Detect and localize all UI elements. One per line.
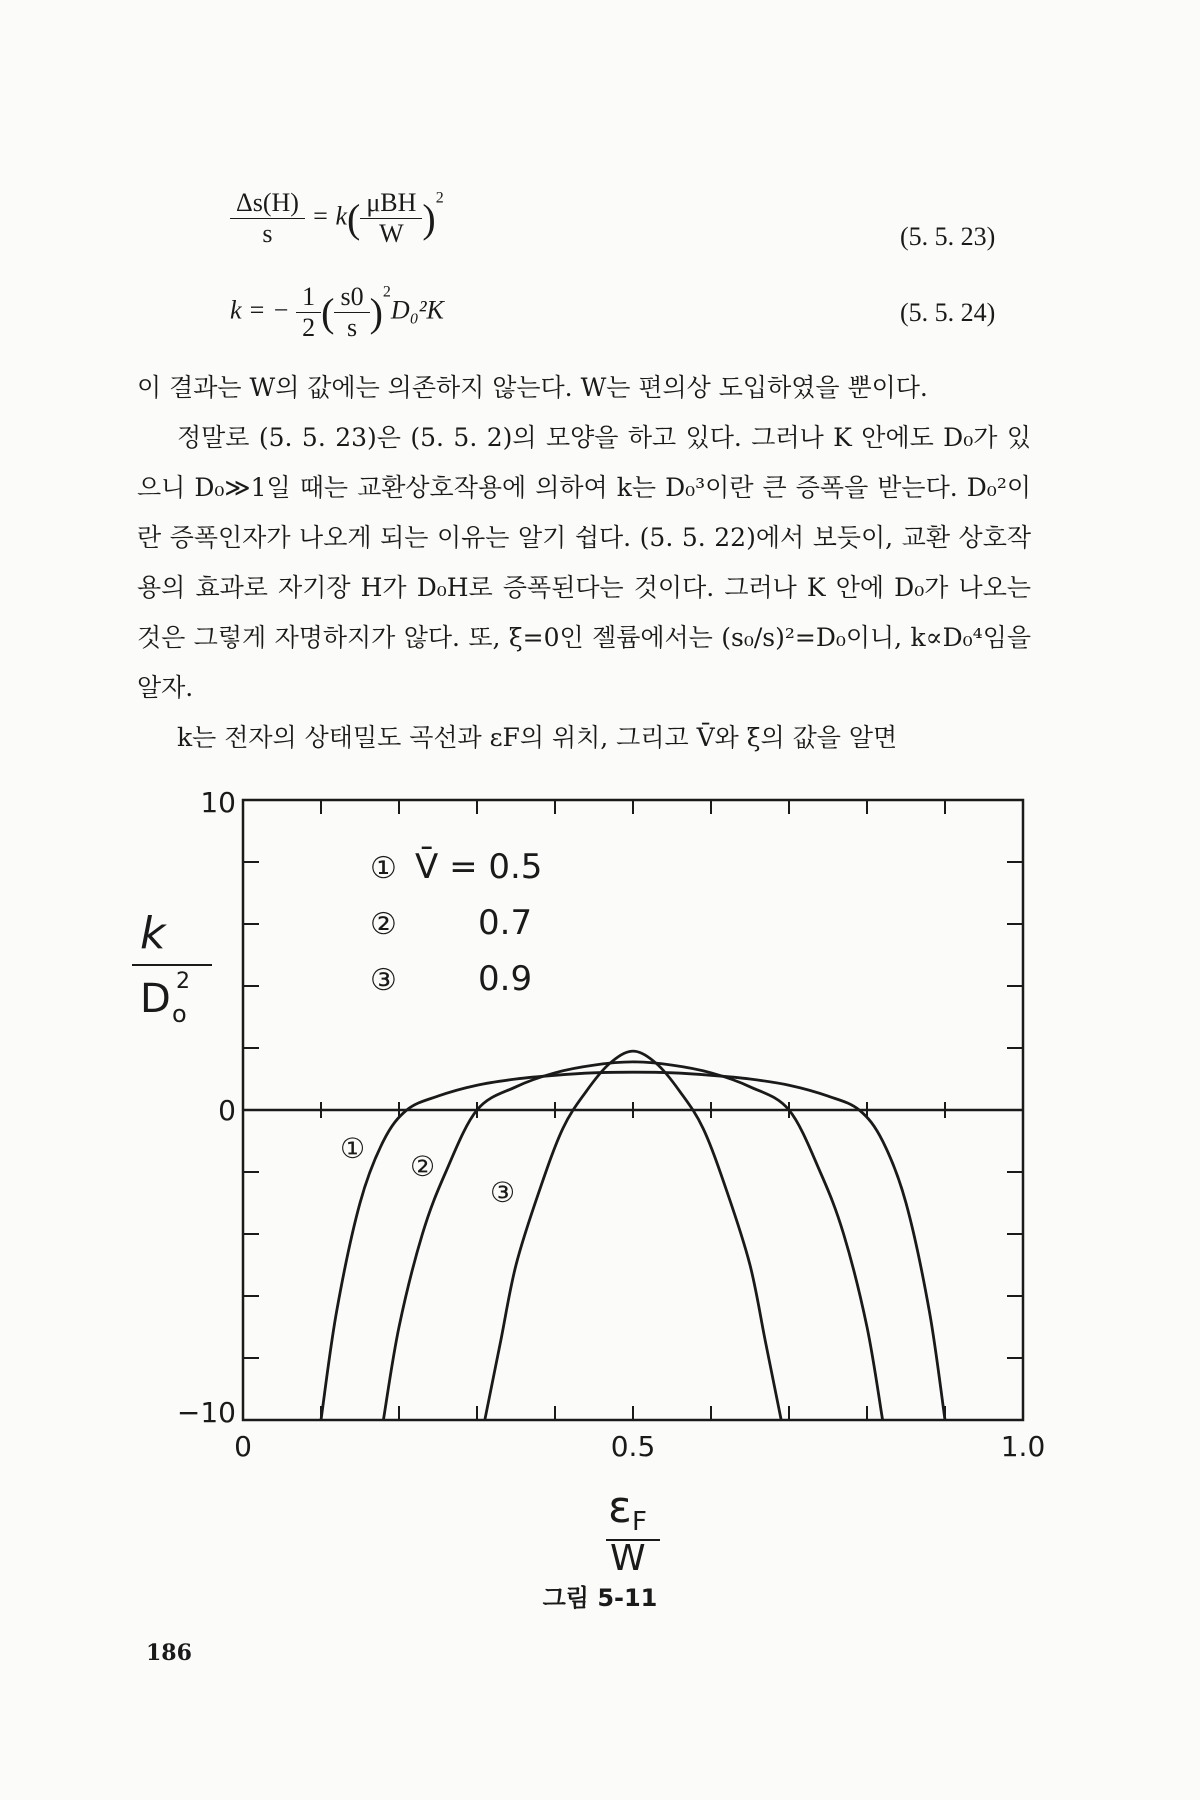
x-tick-label-0: 0 — [234, 1430, 252, 1463]
figure-5-11-chart — [0, 770, 1200, 1570]
x-tick-label-1: 1.0 — [1000, 1430, 1046, 1463]
k-equals: k = − — [230, 295, 290, 325]
numerator: Δs(H) — [230, 188, 305, 219]
curve-label-2: ② — [410, 1150, 436, 1183]
equation-number: (5. 5. 24) — [900, 298, 996, 327]
x-axis-label-w: W — [610, 1538, 646, 1570]
fraction — [360, 188, 422, 249]
fraction — [230, 188, 305, 249]
denominator: s — [262, 219, 273, 248]
denominator: W — [379, 219, 404, 248]
page-number: 186 — [146, 1640, 192, 1666]
y-axis-label-subscript: o — [172, 1000, 187, 1028]
open-paren: ( — [321, 290, 335, 335]
body-text — [137, 363, 1031, 763]
fraction — [334, 282, 369, 343]
close-paren: ) — [422, 196, 436, 241]
numerator: 1 — [296, 282, 321, 313]
y-axis-label-k: k — [140, 908, 166, 959]
legend-marker-3: ③ — [370, 963, 397, 998]
equation-5-5-24 — [230, 282, 444, 343]
equation-5-5-23 — [230, 188, 444, 249]
numerator: s0 — [334, 282, 369, 313]
curve-1 — [321, 1072, 945, 1420]
x-axis-label-epsilon: ε — [608, 1482, 632, 1533]
fraction — [296, 282, 321, 343]
legend-text-2: 0.7 — [478, 903, 533, 943]
open-paren: ( — [347, 196, 361, 241]
equation-number: (5. 5. 23) — [900, 222, 996, 251]
x-axis-label-subscript: F — [632, 1507, 647, 1537]
figure-caption: 그림 5-11 — [542, 1584, 658, 1612]
d0-squared-k: D₀²K — [390, 295, 444, 325]
y-tick-label-bottom: −10 — [176, 1396, 236, 1429]
close-paren: ) — [369, 290, 383, 335]
paragraph: k는 전자의 상태밀도 곡선과 εF의 위치, 그리고 V̄와 ξ의 값을 알면 — [177, 723, 898, 752]
y-tick-label-zero: 0 — [218, 1094, 236, 1127]
x-tick-label-05: 0.5 — [610, 1430, 656, 1463]
y-axis-label-superscript: 2 — [176, 969, 190, 994]
denominator: s — [346, 313, 358, 342]
equals-k: = k — [311, 201, 348, 231]
numerator: μBH — [360, 188, 422, 219]
legend-marker-1: ① — [370, 851, 397, 886]
curve-label-3: ③ — [490, 1176, 516, 1209]
y-axis-label-d0: D — [140, 976, 171, 1022]
paragraph: 정말로 (5. 5. 23)은 (5. 5. 2)의 모양을 하고 있다. 그러나 K 안에도 D₀가 있으니 D₀≫1일 때는 교환상호작용에 의하여 k는 D₀³이란 큰 증폭을 받는다. D₀²이란 증폭인자가 나오게 되는 이유는 알기 쉽다. (5. 5. 22)에서 보듯이, 교환 상호작용의 효과로 자기장 H가 D₀H로 증폭된다는 것이다. 그러나 K 안에 D₀가 나오는 것은 그렇게 자명하지가 않다. 또, ξ=0인 젤륨에서는 (s₀/s)²=D₀이니, k∝D₀⁴임을 알자. — [137, 423, 1031, 702]
denominator: 2 — [302, 313, 316, 342]
exponent: 2 — [382, 283, 391, 301]
paragraph: 이 결과는 W의 값에는 의존하지 않는다. W는 편의상 도입하였을 뿐이다. — [137, 373, 928, 402]
curve-label-1: ① — [340, 1132, 366, 1165]
y-tick-label-top: 10 — [200, 786, 236, 819]
legend-text-1: V̄ = 0.5 — [415, 847, 543, 887]
legend-marker-2: ② — [370, 907, 397, 942]
legend-text-3: 0.9 — [478, 959, 533, 999]
exponent: 2 — [435, 189, 444, 207]
